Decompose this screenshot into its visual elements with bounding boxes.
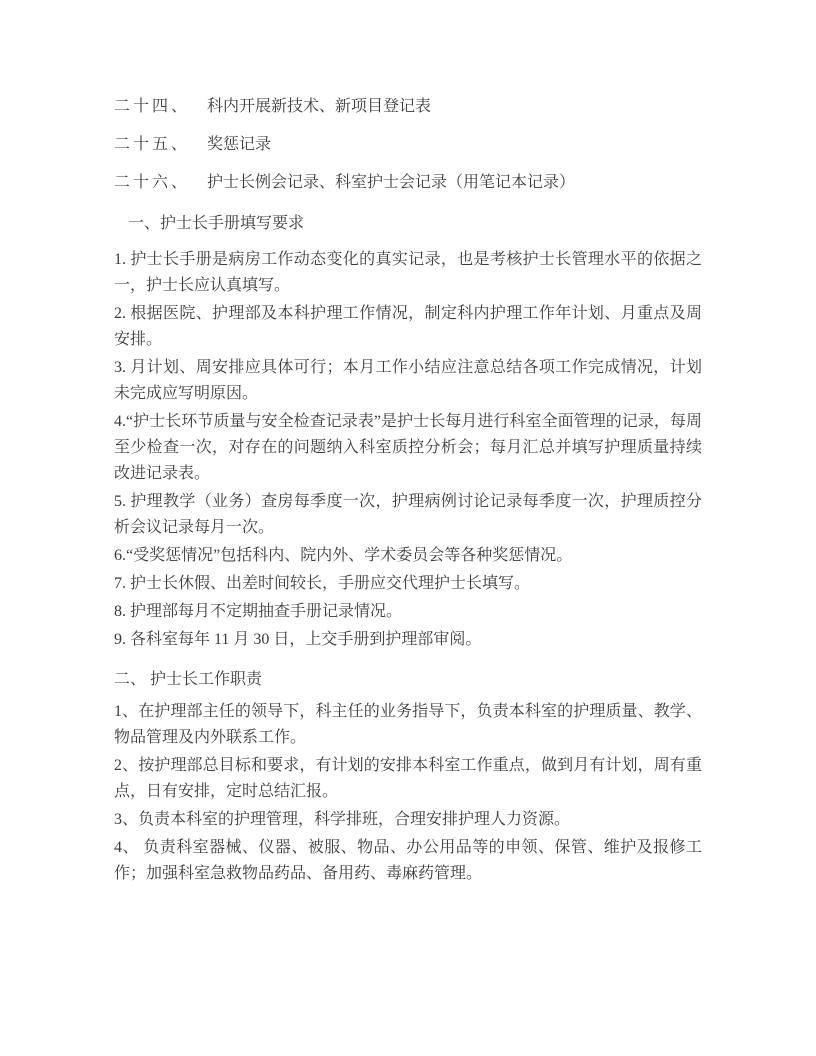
toc-item-text: 护士长例会记录、科室护士会记录（用笔记本记录） bbox=[207, 174, 576, 191]
handbook-requirement-item: 6.“受奖惩情况”包括科内、院内外、学术委员会等各种奖惩情况。 bbox=[114, 547, 573, 564]
section2-heading: 二、 护士长工作职责 bbox=[114, 671, 263, 688]
head-nurse-duty-item: 4、 负责科室器械、仪器、被服、物品、办公用品等的申领、保管、维护及报修工作；加强科室急救物品药品、备用药、毒麻药管理。 bbox=[114, 839, 702, 882]
handbook-requirement-item: 1. 护士长手册是病房工作动态变化的真实记录，也是考核护士长管理水平的依据之一，护士长应认真填写。 bbox=[114, 251, 702, 294]
toc-list bbox=[114, 94, 702, 196]
toc-item-text: 科内开展新技术、新项目登记表 bbox=[207, 98, 432, 115]
toc-item-text: 奖惩记录 bbox=[207, 136, 272, 153]
handbook-requirement-item: 9. 各科室每年 11 月 30 日，上交手册到护理部审阅。 bbox=[114, 631, 482, 648]
handbook-requirement-item: 3. 月计划、周安排应具体可行；本月工作小结应注意总结各项工作完成情况，计划未完成应写明原因。 bbox=[114, 359, 702, 402]
toc-item bbox=[114, 132, 702, 158]
section1-heading: 一、护士长手册填写要求 bbox=[128, 215, 305, 232]
toc-item-number: 二十六、 bbox=[114, 174, 191, 191]
handbook-requirement-item: 4.“护士长环节质量与安全检查记录表”是护士长每月进行科室全面管理的记录，每周至少检查一次，对存在的问题纳入科室质控分析会；每月汇总并填写护理质量持续改进记录表。 bbox=[114, 413, 702, 482]
toc-item-number: 二十五、 bbox=[114, 136, 191, 153]
toc-item bbox=[114, 170, 702, 196]
head-nurse-duty-item: 3、负责本科室的护理管理，科学排班，合理安排护理人力资源。 bbox=[114, 811, 571, 828]
head-nurse-duty-item: 2、按护理部总目标和要求，有计划的安排本科室工作重点，做到月有计划，周有重点，日有安排，定时总结汇报。 bbox=[114, 757, 702, 800]
head-nurse-duty-item: 1、在护理部主任的领导下，科主任的业务指导下，负责本科室的护理质量、教学、物品管理及内外联系工作。 bbox=[114, 703, 702, 746]
handbook-requirement-item: 2. 根据医院、护理部及本科护理工作情况，制定科内护理工作年计划、月重点及周安排。 bbox=[114, 305, 702, 348]
toc-item-number: 二十四、 bbox=[114, 98, 191, 115]
toc-item bbox=[114, 94, 702, 120]
handbook-requirement-item: 5. 护理教学（业务）查房每季度一次，护理病例讨论记录每季度一次，护理质控分析会议记录每月一次。 bbox=[114, 493, 702, 536]
handbook-requirement-item: 8. 护理部每月不定期抽查手册记录情况。 bbox=[114, 603, 403, 620]
handbook-requirement-item: 7. 护士长休假、出差时间较长，手册应交代理护士长填写。 bbox=[114, 575, 531, 592]
